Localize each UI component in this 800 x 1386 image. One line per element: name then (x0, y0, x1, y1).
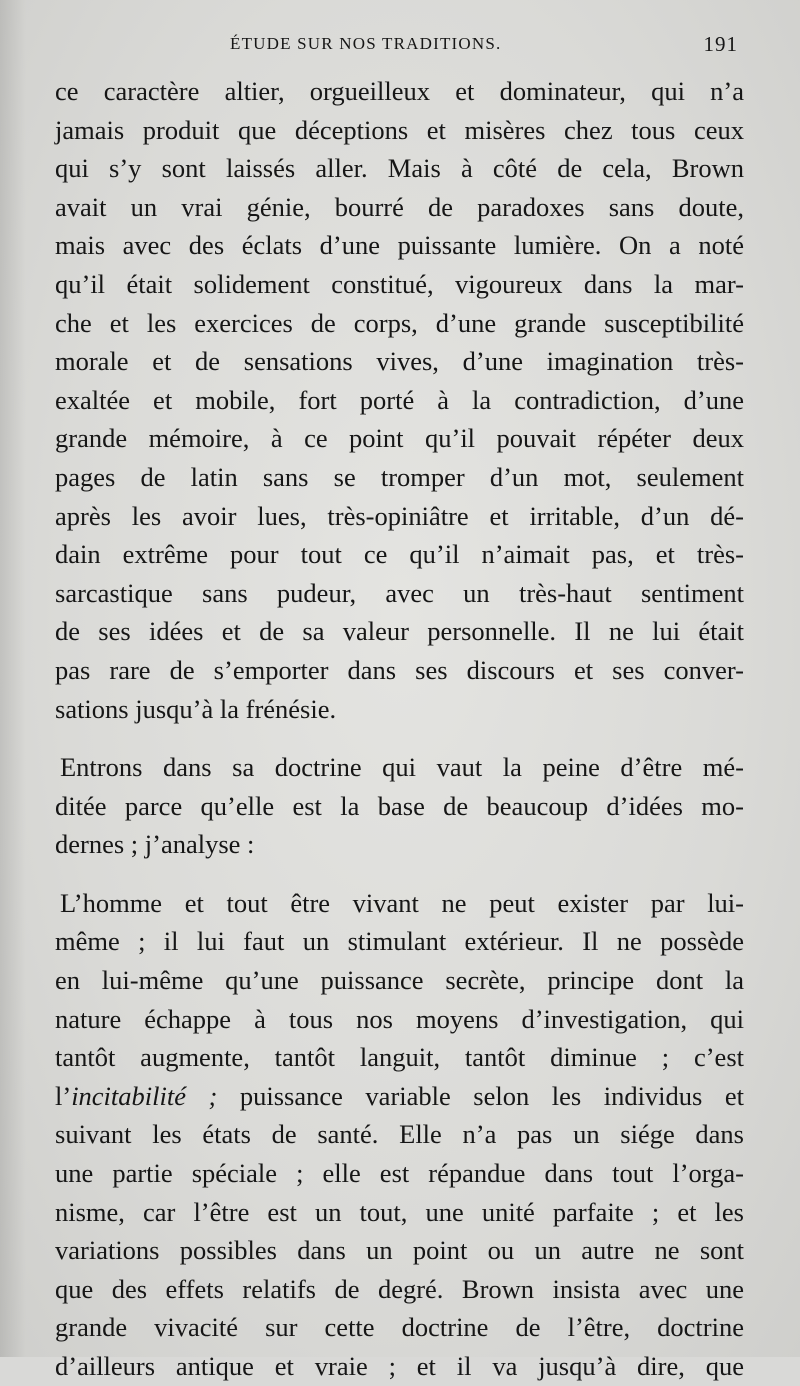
text-line: mais avec des éclats d’une puissante lumière. On a noté (55, 230, 744, 261)
italic-term: incitabilité ; (71, 1080, 218, 1111)
text-line: dain extrême pour tout ce qu’il n’aimait pas, et très- (55, 539, 744, 570)
text-line: qui s’y sont laissés aller. Mais à côté de cela, Brown (55, 153, 744, 184)
text-line: de ses idées et de sa valeur personnelle. Il ne lui était (55, 616, 744, 647)
text-line: che et les exercices de corps, d’une grande susceptibilité (55, 307, 744, 338)
text-line: variations possibles dans un point ou un autre ne sont (55, 1235, 744, 1266)
text-line: ditée parce qu’elle est la base de beaucoup d’idées mo- (55, 790, 744, 821)
text-line: jamais produit que déceptions et misères chez tous ceux (55, 114, 744, 145)
text-line: en lui-même qu’une puissance secrète, principe dont la (55, 965, 744, 996)
text-line: sarcastique sans pudeur, avec un très-haut sentiment (55, 577, 744, 608)
text-line: nisme, car l’être est un tout, une unité parfaite ; et les (55, 1196, 744, 1227)
text-line: Entrons dans sa doctrine qui vaut la peine d’être mé- (60, 752, 744, 783)
text-line: une partie spéciale ; elle est répandue dans tout l’orga- (55, 1158, 744, 1189)
running-title: ÉTUDE SUR NOS TRADITIONS. (230, 34, 502, 53)
text-line: d’ailleurs antique et vraie ; et il va jusqu’à dire, que (55, 1351, 744, 1381)
text-line: pas rare de s’emporter dans ses discours et ses conver- (55, 654, 744, 685)
text-line: même ; il lui faut un stimulant extérieur. Il ne possède (55, 926, 744, 957)
paragraph-gap (55, 864, 744, 884)
text-line: après les avoir lues, très-opiniâtre et irritable, d’un dé- (55, 500, 744, 531)
text-line: suivant les états de santé. Elle n’a pas un siége dans (55, 1119, 744, 1150)
text-line: morale et de sensations vives, d’une imagination très- (55, 346, 744, 377)
page-body (55, 72, 744, 1386)
text-line: qu’il était solidement constitué, vigoureux dans la mar- (55, 268, 744, 299)
text-line: exaltée et mobile, fort porté à la contradiction, d’une (55, 384, 744, 415)
text-line: avait un vrai génie, bourré de paradoxes sans doute, (55, 191, 744, 222)
page-gutter-shadow (0, 0, 26, 1357)
text-line: tantôt augmente, tantôt languit, tantôt diminue ; c’est (55, 1042, 744, 1073)
text-run: l’ (55, 1080, 72, 1111)
text-line-with-italic (55, 1077, 744, 1116)
text-line: que des effets relatifs de degré. Brown insista avec une (55, 1273, 744, 1304)
paragraph-1 (55, 72, 744, 728)
text-line: pages de latin sans se tromper d’un mot, seulement (55, 461, 744, 492)
text-line: dernes ; j’analyse : (55, 829, 255, 860)
text-line: grande vivacité sur cette doctrine de l’être, doctrine (55, 1312, 744, 1343)
text-line: L’homme et tout être vivant ne peut exister par lui- (60, 887, 744, 918)
text-line: sations jusqu’à la frénésie. (55, 693, 337, 724)
paragraph-2 (55, 748, 744, 864)
page-number: 191 (703, 32, 738, 56)
text-line: grande mémoire, à ce point qu’il pouvait répéter deux (55, 423, 744, 454)
text-line: ce caractère altier, orgueilleux et dominateur, qui n’a (55, 76, 744, 106)
text-run: puissance variable selon les individus et (217, 1080, 745, 1111)
running-header (230, 34, 738, 64)
paragraph-gap (55, 728, 744, 748)
paragraph-3 (55, 884, 744, 1386)
text-line: nature échappe à tous nos moyens d’investigation, qui (55, 1003, 744, 1034)
